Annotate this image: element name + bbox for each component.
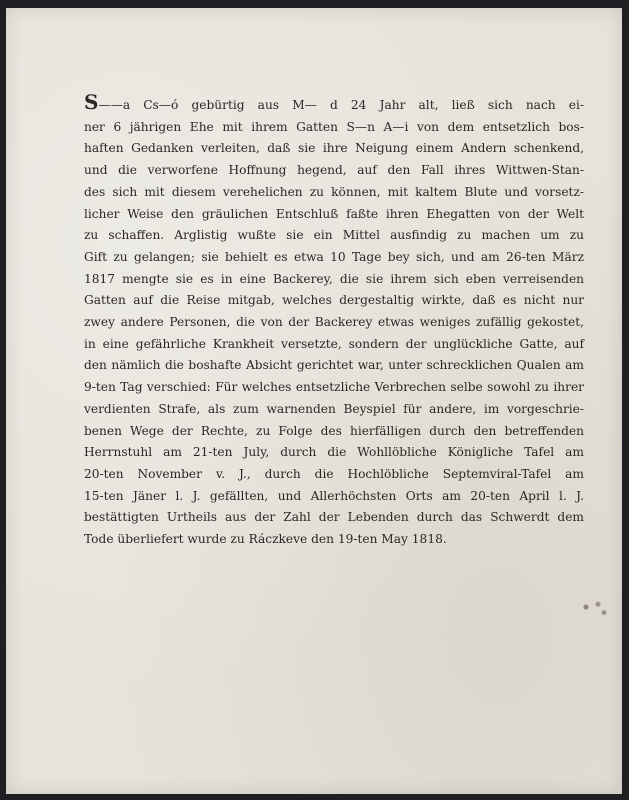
text-line: 15-ten Jäner l. J. gefällten, und Allerhöchsten Orts am 20-ten April l. J. (84, 488, 584, 503)
text-line: ner 6 jährigen Ehe mit ihrem Gatten S—n A—i von dem entsetzlich bos- (84, 119, 584, 134)
text-line: Gift zu gelangen; sie behielt es etwa 10 Tage bey sich, und am 26-ten März (84, 249, 584, 264)
ink-stain (574, 593, 614, 621)
text-line: 9-ten Tag verschied: Für welches entsetzliche Verbrechen selbe sowohl zu ihrer (84, 380, 584, 395)
text-line: den nämlich die boshafte Absicht gerichtet war, unter schrecklichen Qualen am (84, 358, 584, 373)
text-line: benen Wege der Rechte, zu Folge des hierfälligen durch den betreffenden (84, 423, 584, 438)
document-body (84, 92, 584, 551)
text-line: in eine gefährliche Krankheit versetzte, sondern der unglückliche Gatte, auf (84, 336, 584, 351)
text-line: zu schaffen. Arglistig wußte sie ein Mittel ausfindig zu machen um zu (84, 228, 584, 243)
text-line: Gatten auf die Reise mitgab, welches dergestaltig wirkte, daß es nicht nur (84, 293, 584, 308)
text-line: verdienten Strafe, als zum warnenden Beyspiel für andere, im vorgeschrie- (84, 401, 584, 416)
text-line: des sich mit diesem verehelichen zu können, mit kaltem Blute und vorsetz- (84, 184, 584, 199)
text-line: 1817 mengte sie es in eine Backerey, die sie ihrem sich eben verreisenden (84, 271, 584, 286)
text-line: Herrnstuhl am 21-ten July, durch die Wohllöbliche Königliche Tafel am (84, 445, 584, 460)
text-line: haften Gedanken verleiten, daß sie ihre Neigung einem Andern schenkend, (84, 141, 584, 156)
text-line: zwey andere Personen, die von der Backerey etwas weniges zufällig gekostet, (84, 315, 584, 330)
document-page (6, 8, 622, 794)
text-line: und die verworfene Hoffnung hegend, auf den Fall ihres Wittwen-Stan- (84, 163, 584, 178)
text-line: bestättigten Urtheils aus der Zahl der Lebenden durch das Schwerdt dem (84, 510, 584, 525)
text-line: Tode überliefert wurde zu Ráczkeve den 19-ten May 1818. (84, 532, 447, 547)
text-line: licher Weise den gräulichen Entschluß faßte ihren Ehegatten von der Welt (84, 206, 584, 221)
text-line: 20-ten November v. J., durch die Hochlöbliche Septemviral-Tafel am (84, 466, 584, 481)
text-line: S——a Cs—ó gebürtig aus M— d 24 Jahr alt, ließ sich nach ei- (84, 90, 584, 114)
